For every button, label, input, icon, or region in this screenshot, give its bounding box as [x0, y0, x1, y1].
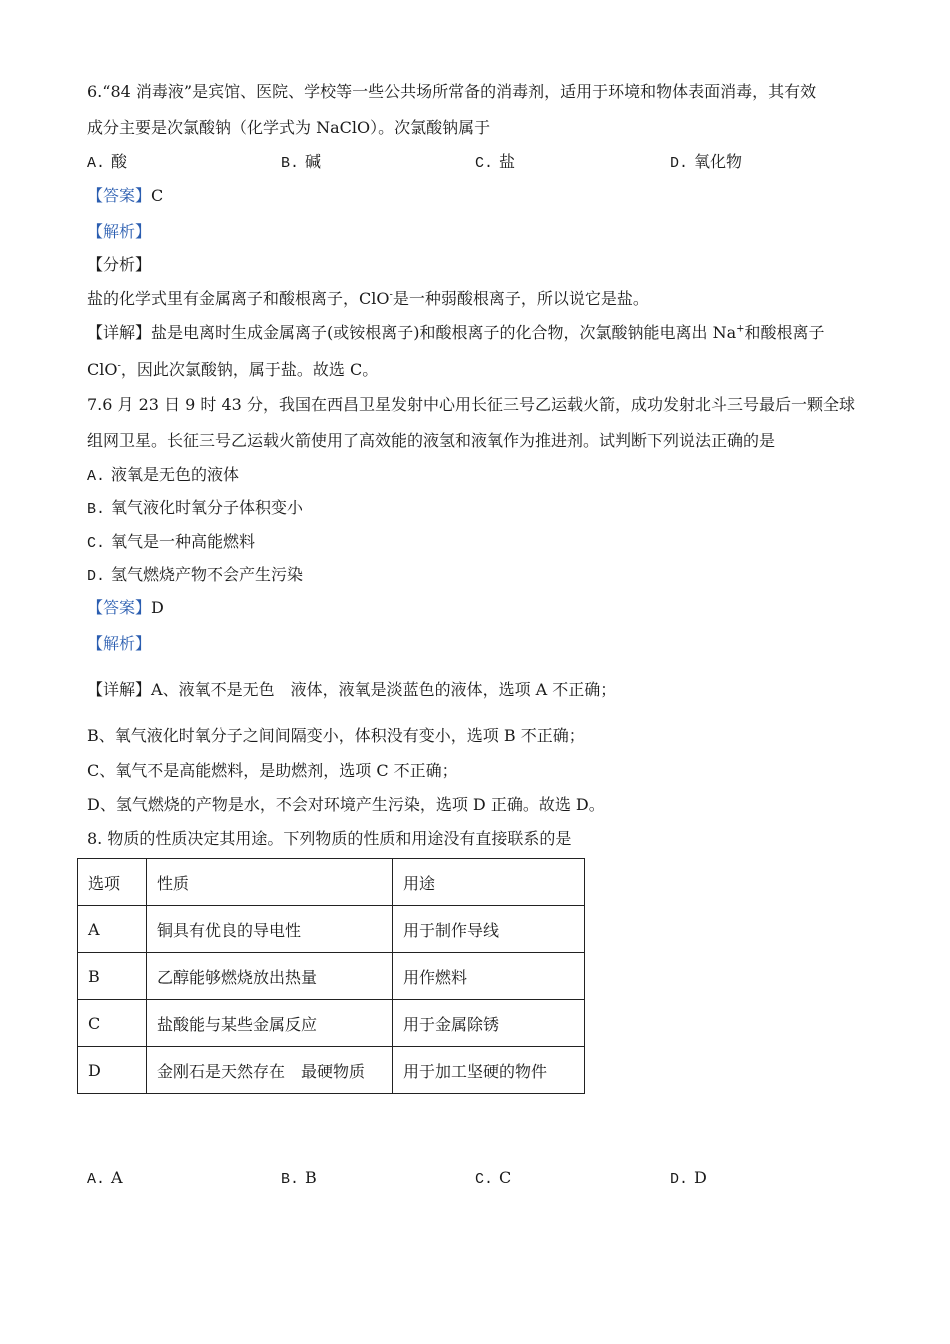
q8-option-b: B. B — [281, 1168, 317, 1188]
table-cell: 铜具有优良的导电性 — [147, 906, 393, 953]
q8-option-d: D. D — [670, 1168, 707, 1188]
q6-options — [87, 152, 867, 174]
table-header-cell: 用途 — [393, 859, 585, 906]
q6-detail-line2: ClO-，因此次氯酸钠，属于盐。故选 C。 — [87, 360, 379, 379]
q7-option-a: A. 液氧是无色的液体 — [87, 465, 240, 485]
q6-stem-line2: 成分主要是次氯酸钠（化学式为 NaClO）。次氯酸钠属于 — [87, 118, 491, 137]
q6-analysis-tag: 【解析】 — [87, 222, 152, 241]
q6-detail-line1: 【详解】盐是电离时生成金属离子(或铵根离子)和酸根离子的化合物，次氯酸钠能电离出 Na+和酸根离子 — [87, 323, 825, 342]
table-header-cell: 性质 — [147, 859, 393, 906]
q7-detail-line3: C、氧气不是高能燃料，是助燃剂，选项 C 不正确； — [87, 761, 458, 780]
table-row — [78, 1000, 585, 1047]
table-header-cell: 选项 — [78, 859, 147, 906]
q8-table — [77, 858, 585, 1094]
table-header-row — [78, 859, 585, 906]
q7-stem-line2: 组网卫星。长征三号乙运载火箭使用了高效能的液氢和液氧作为推进剂。试判断下列说法正确的是 — [87, 431, 776, 450]
q7-answer: 【答案】D — [87, 598, 164, 617]
q7-analysis-tag: 【解析】 — [87, 634, 152, 653]
q6-stem-line1: 6.“84 消毒液”是宾馆、医院、学校等一些公共场所常备的消毒剂，适用于环境和物体表面消毒，其有效 — [87, 82, 817, 101]
table-cell: 用于制作导线 — [393, 906, 585, 953]
q7-detail-line1: 【详解】A、液氧不是无色 液体，液氧是淡蓝色的液体，选项 A 不正确； — [87, 680, 617, 699]
table-cell: 用于加工坚硬的物件 — [393, 1047, 585, 1094]
table-cell: C — [78, 1000, 147, 1047]
table-cell: 乙醇能够燃烧放出热量 — [147, 953, 393, 1000]
q7-option-c: C. 氧气是一种高能燃料 — [87, 532, 256, 552]
q7-detail-line4: D、氢气燃烧的产物是水，不会对环境产生污染，选项 D 正确。故选 D。 — [87, 795, 605, 814]
table-cell: 盐酸能与某些金属反应 — [147, 1000, 393, 1047]
table-cell: 用作燃料 — [393, 953, 585, 1000]
q6-fenxi-text: 盐的化学式里有金属离子和酸根离子，ClO-是一种弱酸根离子，所以说它是盐。 — [87, 289, 649, 308]
q7-option-d: D. 氢气燃烧产物不会产生污染 — [87, 565, 304, 585]
table-cell: B — [78, 953, 147, 1000]
q6-option-a: A. 酸 — [87, 152, 128, 172]
table-row — [78, 1047, 585, 1094]
q8-options — [87, 1168, 867, 1190]
table-cell: 用于金属除锈 — [393, 1000, 585, 1047]
q6-option-b: B. 碱 — [281, 152, 322, 172]
q8-option-a: A. A — [87, 1168, 123, 1188]
q8-option-c: C. C — [475, 1168, 512, 1188]
table-cell: A — [78, 906, 147, 953]
table-row — [78, 953, 585, 1000]
q7-stem-line1: 7.6 月 23 日 9 时 43 分，我国在西昌卫星发射中心用长征三号乙运载火箭，成功发射北斗三号最后一颗全球 — [87, 395, 855, 414]
q7-option-b: B. 氧气液化时氧分子体积变小 — [87, 498, 304, 518]
q7-detail-line2: B、氧气液化时氧分子之间间隔变小，体积没有变小，选项 B 不正确； — [87, 726, 585, 745]
table-cell: D — [78, 1047, 147, 1094]
q8-stem: 8. 物质的性质决定其用途。下列物质的性质和用途没有直接联系的是 — [87, 829, 572, 848]
q6-fenxi-tag: 【分析】 — [87, 255, 152, 274]
table-row — [78, 906, 585, 953]
table-cell: 金刚石是天然存在 最硬物质 — [147, 1047, 393, 1094]
q6-option-d: D. 氧化物 — [670, 152, 743, 172]
q6-option-c: C. 盐 — [475, 152, 516, 172]
q6-answer: 【答案】C — [87, 186, 164, 205]
